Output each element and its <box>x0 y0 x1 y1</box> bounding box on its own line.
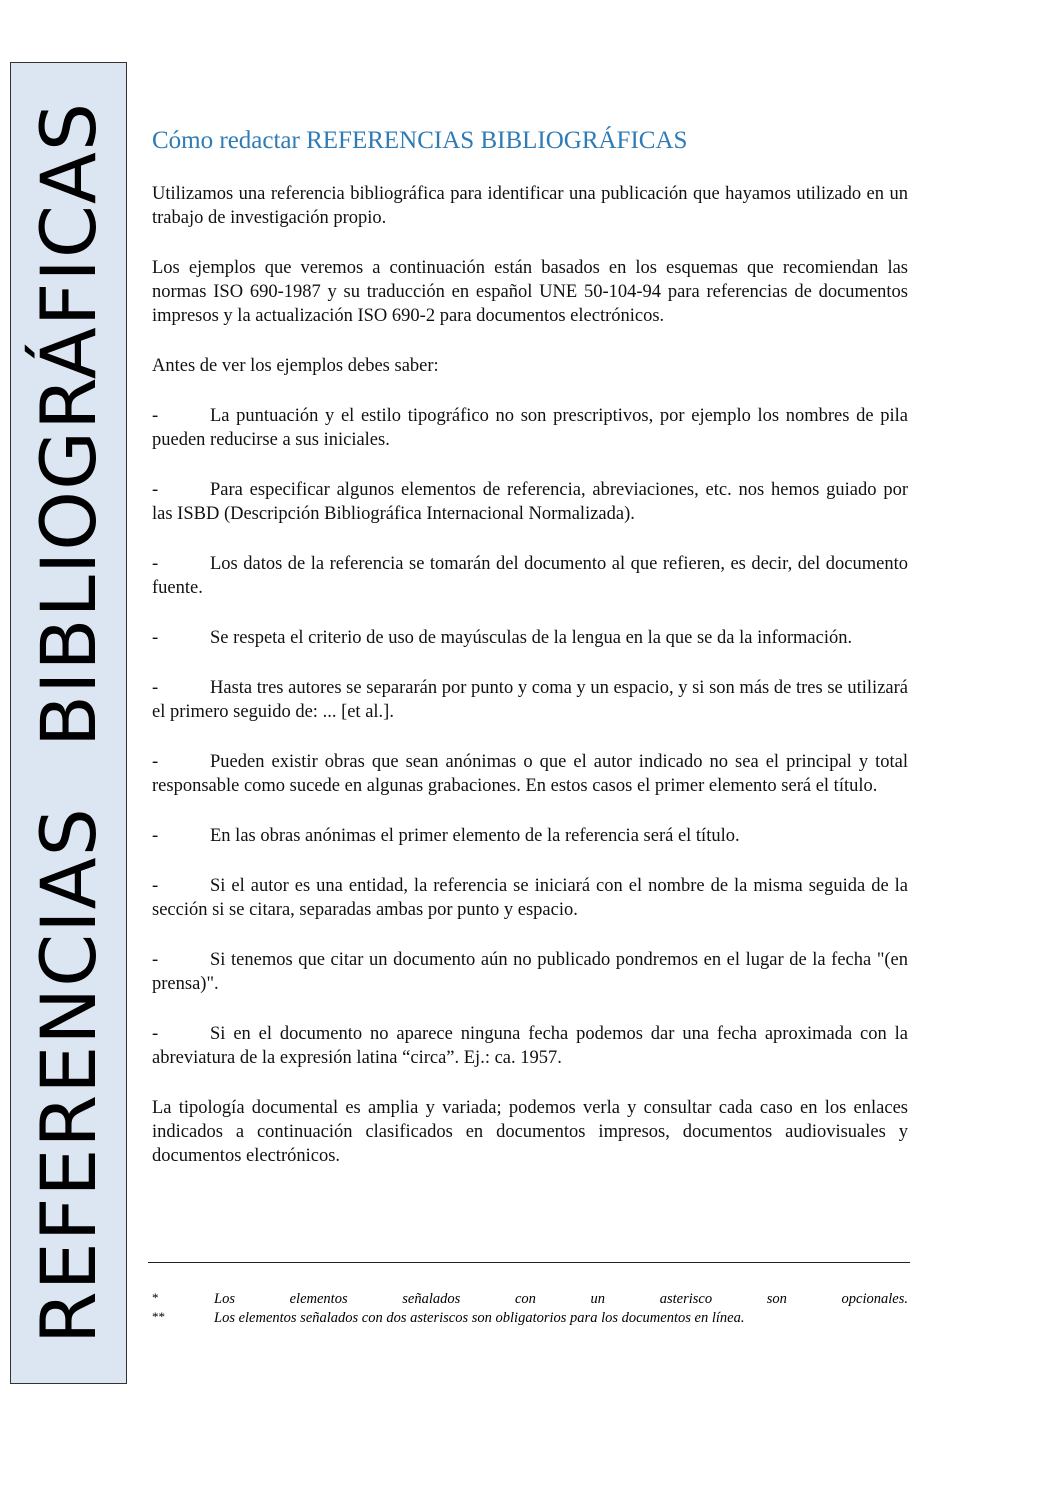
list-item-text: Si en el documento no aparece ninguna fecha podemos dar una fecha aproximada con la abreviatura de la expresión latina “circa”. Ej.: ca. 1957. <box>152 1024 908 1068</box>
list-item <box>152 750 908 798</box>
document-body <box>152 126 908 1194</box>
list-item <box>152 948 908 996</box>
title-emphasis: REFERENCIAS BIBLIOGRÁFICAS <box>306 127 688 154</box>
side-banner-text <box>23 101 113 1345</box>
side-banner-word-1: REFERENCIAS <box>23 807 113 1345</box>
list-dash: - <box>152 752 159 772</box>
list-dash: - <box>152 950 159 970</box>
guidelines-list <box>152 404 908 1070</box>
footnote-text: Los elementos señalados con un asterisco son opcionales. <box>214 1291 908 1307</box>
list-item-text: Los datos de la referencia se tomarán del documento al que refieren, es decir, del documento fuente. <box>152 554 908 598</box>
list-item-text: Si el autor es una entidad, la referencia se iniciará con el nombre de la misma seguida de la sección si se citara, separadas ambas por punto y espacio. <box>152 876 908 920</box>
list-item <box>152 1022 908 1070</box>
list-item-text: Si tenemos que citar un documento aún no publicado pondremos en el lugar de la fecha "(en prensa)". <box>152 950 908 994</box>
footnotes <box>152 1290 908 1328</box>
list-item-text: En las obras anónimas el primer elemento de la referencia será el título. <box>210 826 740 846</box>
list-dash: - <box>152 628 159 648</box>
footnote-1 <box>152 1290 908 1309</box>
closing-paragraph: La tipología documental es amplia y variada; podemos verla y consultar cada caso en los enlaces indicados a continuación clasificados en documentos impresos, documentos audiovisuales y documentos electrónicos. <box>152 1098 908 1166</box>
footnote-text: Los elementos señalados con dos asteriscos son obligatorios para los documentos en línea. <box>214 1310 745 1326</box>
side-banner-word-2: BIBLIOGRÁFICAS <box>23 101 113 748</box>
list-dash: - <box>152 876 159 896</box>
list-item <box>152 626 908 650</box>
list-dash: - <box>152 554 159 574</box>
list-item <box>152 404 908 452</box>
title-prefix: Cómo redactar <box>152 127 300 154</box>
footnote-mark: * <box>152 1290 159 1305</box>
list-item-text: Se respeta el criterio de uso de mayúsculas de la lengua en la que se da la información. <box>210 628 853 648</box>
list-dash: - <box>152 826 159 846</box>
intro-paragraph-2: Los ejemplos que veremos a continuación están basados en los esquemas que recomiendan las normas ISO 690-1987 y su traducción en español UNE 50-104-94 para referencias de documentos impresos y la actualización ISO 690-2 para documentos electrónicos. <box>152 258 908 326</box>
list-item <box>152 478 908 526</box>
list-item-text: Para especificar algunos elementos de referencia, abreviaciones, etc. nos hemos guiado por las ISBD (Descripción Bibliográfica Internacional Normalizada). <box>152 480 908 524</box>
list-dash: - <box>152 1024 159 1044</box>
page-title <box>152 126 908 156</box>
list-dash: - <box>152 406 159 426</box>
footnote-divider <box>148 1262 910 1263</box>
list-item-text: La puntuación y el estilo tipográfico no son prescriptivos, por ejemplo los nombres de pila pueden reducirse a sus iniciales. <box>152 406 908 450</box>
intro-paragraph-3: Antes de ver los ejemplos debes saber: <box>152 356 439 376</box>
intro-paragraph-1: Utilizamos una referencia bibliográfica para identificar una publicación que hayamos utilizado en un trabajo de investigación propio. <box>152 184 908 228</box>
list-item <box>152 824 908 848</box>
list-dash: - <box>152 678 159 698</box>
footnote-2 <box>152 1309 908 1328</box>
list-item <box>152 676 908 724</box>
footnote-mark: ** <box>152 1309 165 1324</box>
list-item-text: Hasta tres autores se separarán por punto y coma y un espacio, y si son más de tres se utilizará el primero seguido de: ... [et al.]. <box>152 678 908 722</box>
list-item <box>152 552 908 600</box>
side-banner <box>10 62 127 1384</box>
list-dash: - <box>152 480 159 500</box>
list-item-text: Pueden existir obras que sean anónimas o que el autor indicado no sea el principal y total responsable como sucede en algunas grabaciones. En estos casos el primer elemento será el título. <box>152 752 908 796</box>
list-item <box>152 874 908 922</box>
